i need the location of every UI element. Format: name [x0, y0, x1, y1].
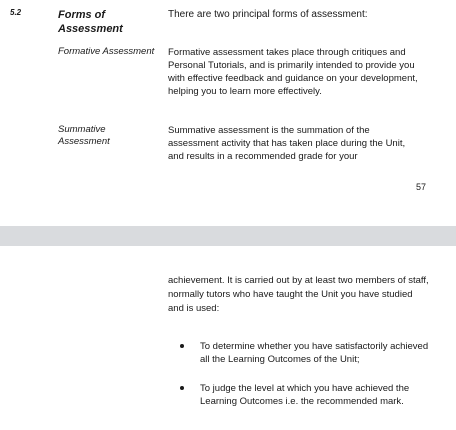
- list-item: [168, 340, 430, 366]
- bullet-text: To determine whether you have satisfactorily achieved all the Learning Outcomes of the Unit;: [200, 341, 429, 365]
- section-intro: There are two principal forms of assessment:: [168, 9, 368, 20]
- page-58: [0, 246, 456, 430]
- continuation-text: achievement. It is carried out by at least two members of staff, normally tutors who have taught the Unit you have studied and is used:: [168, 275, 429, 314]
- bullet-icon: [180, 386, 184, 390]
- summative-text: Summative assessment is the summation of the assessment activity that has taken place during the Unit, and results in a recommended grade for your: [168, 125, 406, 162]
- formative-text: Formative assessment takes place through critiques and Personal Tutorials, and is primarily intended to provide you with effective feedback and guidance on your development, helping you to learn more effectively.: [168, 47, 418, 97]
- page-separator: [0, 226, 456, 246]
- bullet-icon: [180, 344, 184, 348]
- list-item: [168, 382, 430, 408]
- section-number: 5.2: [10, 8, 22, 17]
- page-number: 57: [415, 182, 426, 192]
- section-heading: Forms of Assessment: [58, 9, 123, 35]
- bullet-list: [168, 340, 430, 424]
- summative-label: Summative Assessment: [58, 124, 110, 147]
- bullet-text: To judge the level at which you have achieved the Learning Outcomes i.e. the recommended mark.: [200, 383, 410, 407]
- formative-label: Formative Assessment: [58, 46, 155, 57]
